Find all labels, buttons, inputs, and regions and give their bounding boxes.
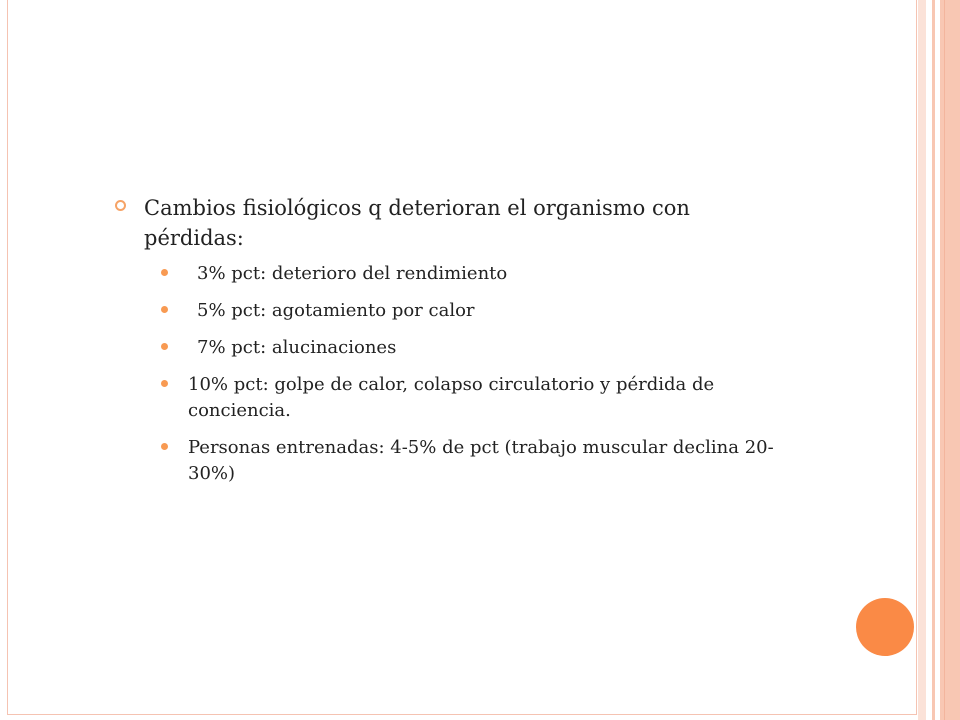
ring-bullet-icon bbox=[115, 200, 126, 211]
sub-bullet-item bbox=[160, 335, 820, 361]
sub-bullet-item bbox=[160, 261, 820, 287]
dot-bullet-icon bbox=[161, 443, 168, 450]
dot-bullet-icon bbox=[161, 269, 168, 276]
decorative-stripe bbox=[918, 0, 926, 720]
sub-bullet-item bbox=[160, 298, 820, 324]
decorative-stripe bbox=[944, 0, 945, 720]
sub-bullet-text: 10% pct: golpe de calor, colapso circulatorio y pérdida de conciencia. bbox=[188, 374, 715, 421]
accent-circle-decoration bbox=[856, 598, 914, 656]
sub-bullet-item bbox=[160, 372, 820, 424]
sub-bullet-text: 3% pct: deterioro del rendimiento bbox=[197, 263, 508, 284]
main-bullet-text: Cambios fisiológicos q deterioran el organismo con pérdidas: bbox=[144, 196, 690, 250]
dot-bullet-icon bbox=[161, 343, 168, 350]
sub-bullet-text: Personas entrenadas: 4-5% de pct (trabajo muscular declina 20-30%) bbox=[188, 437, 774, 484]
sub-bullet-text: 5% pct: agotamiento por calor bbox=[197, 300, 475, 321]
decorative-stripe bbox=[940, 0, 960, 720]
sub-bullet-list bbox=[160, 261, 820, 498]
dot-bullet-icon bbox=[161, 380, 168, 387]
dot-bullet-icon bbox=[161, 306, 168, 313]
sub-bullet-text: 7% pct: alucinaciones bbox=[197, 337, 397, 358]
sub-bullet-item bbox=[160, 435, 820, 487]
